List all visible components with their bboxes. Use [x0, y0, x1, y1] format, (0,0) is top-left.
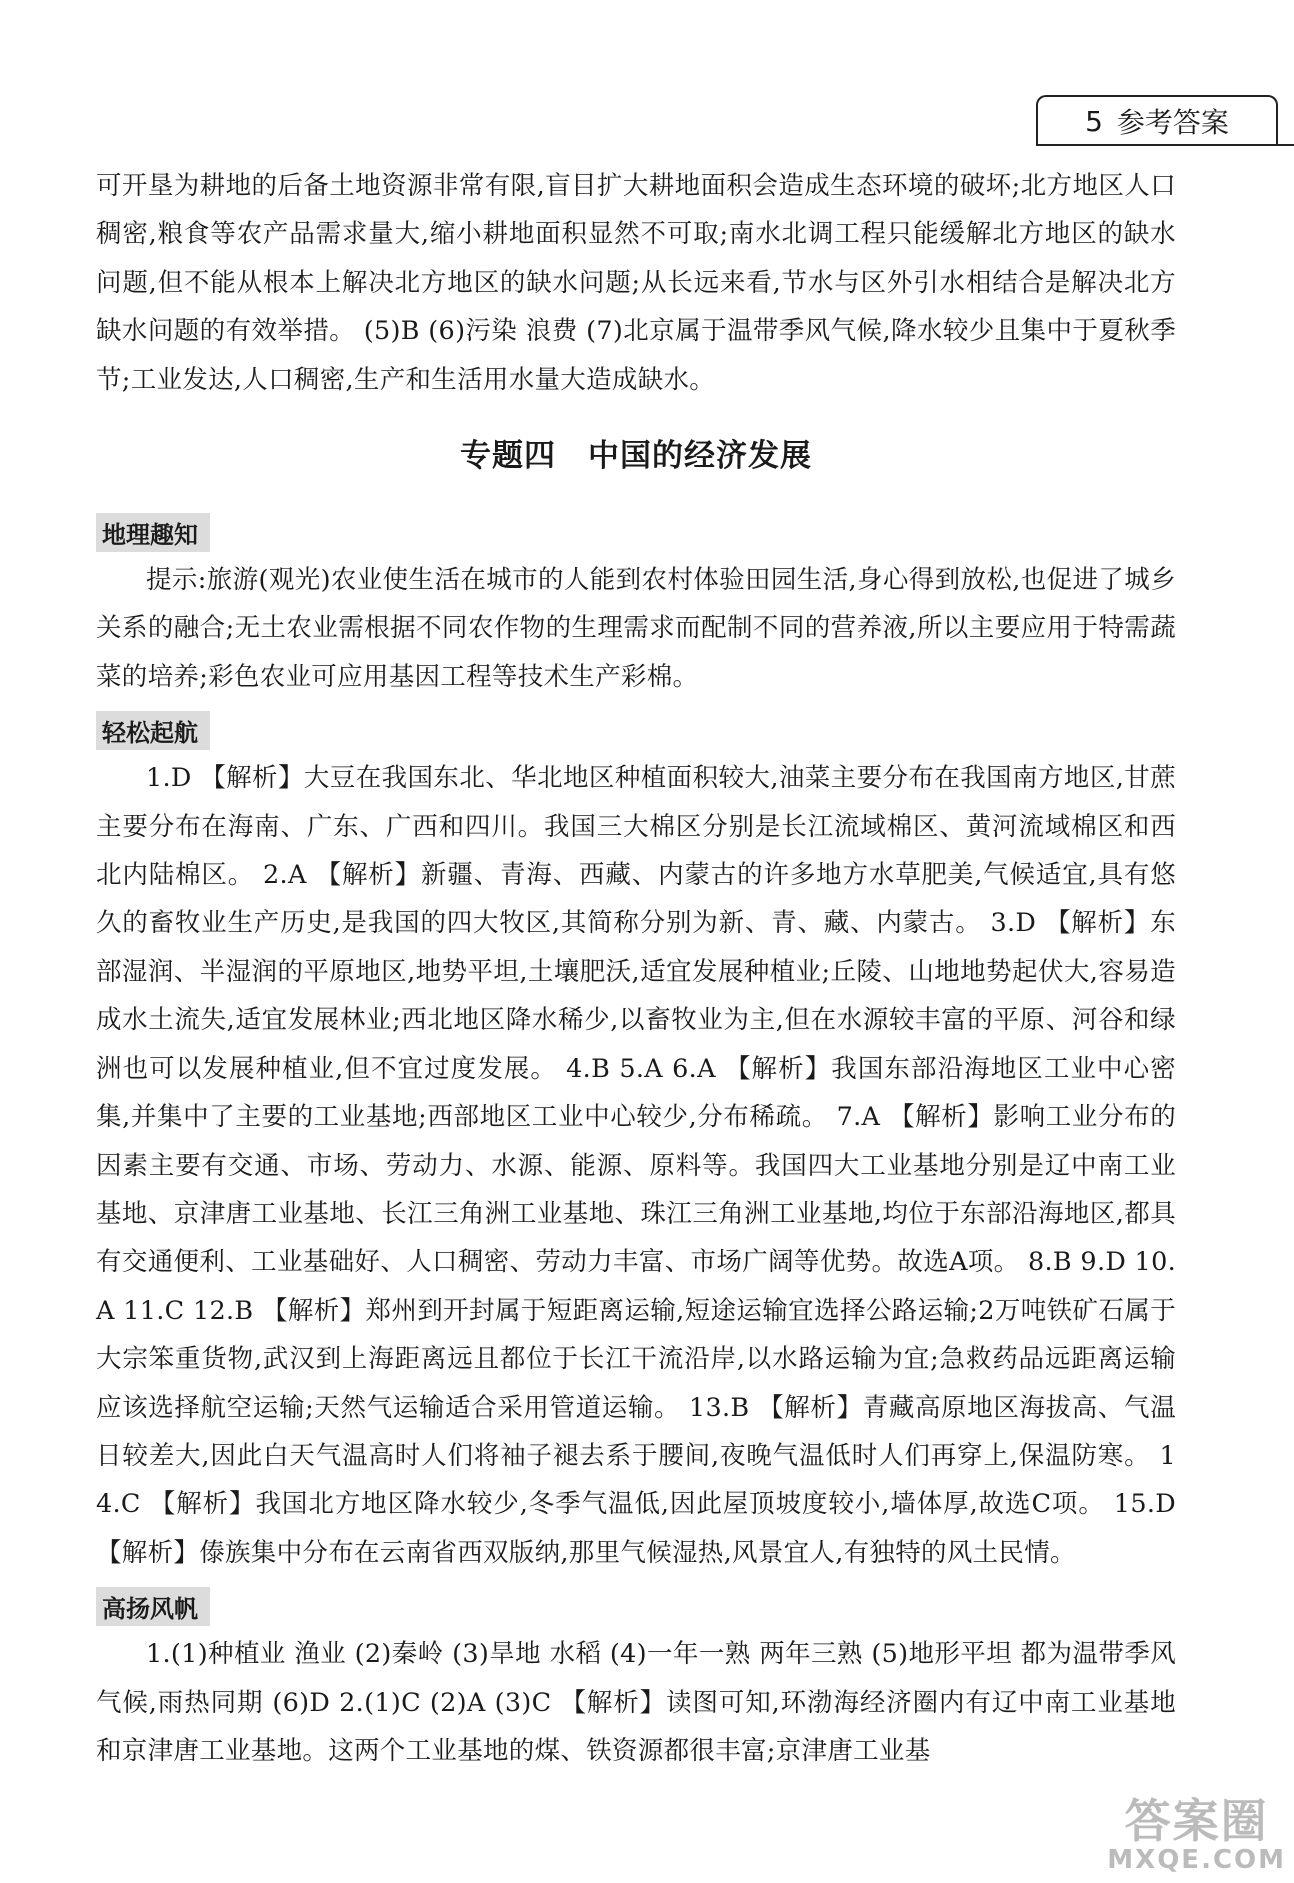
- page-number: 5: [1085, 104, 1103, 138]
- header-rule: [1036, 144, 1294, 146]
- watermark: [1107, 1785, 1286, 1875]
- watermark-logo-text: 答案圈: [1124, 1794, 1269, 1848]
- section-text-sail-high: 1.(1)种植业 渔业 (2)秦岭 (3)旱地 水稻 (4)一年一熟 两年三熟 (5)地形平坦 都为温带季风气候,雨热同期 (6)D 2.(1)C (2)A (3)C 【解析】读图可知,环渤海经济圈内有辽中南工业基地和京津唐工业基地。这两个工业基地的煤、铁资源都很丰富;京津唐工业基: [96, 1639, 1176, 1766]
- section-text-easy-start: 1.D 【解析】大豆在我国东北、华北地区种植面积较大,油菜主要分布在我国南方地区,甘蔗主要分布在海南、广东、广西和四川。我国三大棉区分别是长江流域棉区、黄河流域棉区和西北内陆棉区。 2.A 【解析】新疆、青海、西藏、内蒙古的许多地方水草肥美,气候适宜,具有悠久的畜牧业生产历史,是我国的四大牧区,其简称分别为新、青、藏、内蒙古。 3.D 【解析】东部湿润、半湿润的平原地区,地势平坦,土壤肥沃,适宜发展种植业;丘陵、山地地势起伏大,容易造成水土流失,适宜发展林业;西北地区降水稀少,以畜牧业为主,但在水源较丰富的平原、河谷和绿洲也可以发展种植业,但不宜过度发展。 4.B 5.A 6.A 【解析】我国东部沿海地区工业中心密集,并集中了主要的工业基地;西部地区工业中心较少,分布稀疏。 7.A 【解析】影响工业分布的因素主要有交通、市场、劳动力、水源、能源、原料等。我国四大工业基地分别是辽中南工业基地、京津唐工业基地、长江三角洲工业基地、珠江三角洲工业基地,均位于东部沿海地区,都具有交通便利、工业基础好、人口稠密、劳动力丰富、市场广阔等优势。故选A项。 8.B 9.D 10.A 11.C 12.B 【解析】郑州到开封属于短距离运输,短途运输宜选择公路运输;2万吨铁矿石属于大宗笨重货物,武汉到上海距离远且都位于长江干流沿岸,以水路运输为宜;急救药品远距离运输应该选择航空运输;天然气运输适合采用管道运输。 13.B 【解析】青藏高原地区海拔高、气温日较差大,因此白天气温高时人们将袖子褪去系于腰间,夜晚气温低时人们再穿上,保温防寒。 14.C 【解析】我国北方地区降水较少,冬季气温低,因此屋顶坡度较小,墙体厚,故选C项。 15.D 【解析】傣族集中分布在云南省西双版纳,那里气候湿热,风景宜人,有独特的风土民情。: [96, 763, 1176, 1568]
- section-heading-sail-high: 高扬风帆: [96, 1587, 210, 1626]
- chapter-title: 专题四 中国的经济发展: [460, 438, 812, 475]
- page-content: [96, 162, 1176, 1775]
- section-heading-geo-fun: 地理趣知: [96, 513, 210, 552]
- section-label: 参考答案: [1116, 106, 1229, 139]
- page-header-tab: [1036, 95, 1278, 145]
- section-text-geo-fun: 提示:旅游(观光)农业使生活在城市的人能到农村体验田园生活,身心得到放松,也促进了城乡关系的融合;无土农业需根据不同农作物的生理需求而配制不同的营养液,所以主要应用于特需蔬菜的培养;彩色农业可应用基因工程等技术生产彩棉。: [96, 565, 1176, 692]
- section-heading-easy-start: 轻松起航: [96, 711, 210, 750]
- watermark-domain: MXQE.COM: [1107, 1845, 1286, 1875]
- intro-paragraph: 可开垦为耕地的后备土地资源非常有限,盲目扩大耕地面积会造成生态环境的破坏;北方地区人口稠密,粮食等农产品需求量大,缩小耕地面积显然不可取;南水北调工程只能缓解北方地区的缺水问题,但不能从根本上解决北方地区的缺水问题;从长远来看,节水与区外引水相结合是解决北方缺水问题的有效举措。 (5)B (6)污染 浪费 (7)北京属于温带季风气候,降水较少且集中于夏秋季节;工业发达,人口稠密,生产和生活用水量大造成缺水。: [96, 171, 1176, 395]
